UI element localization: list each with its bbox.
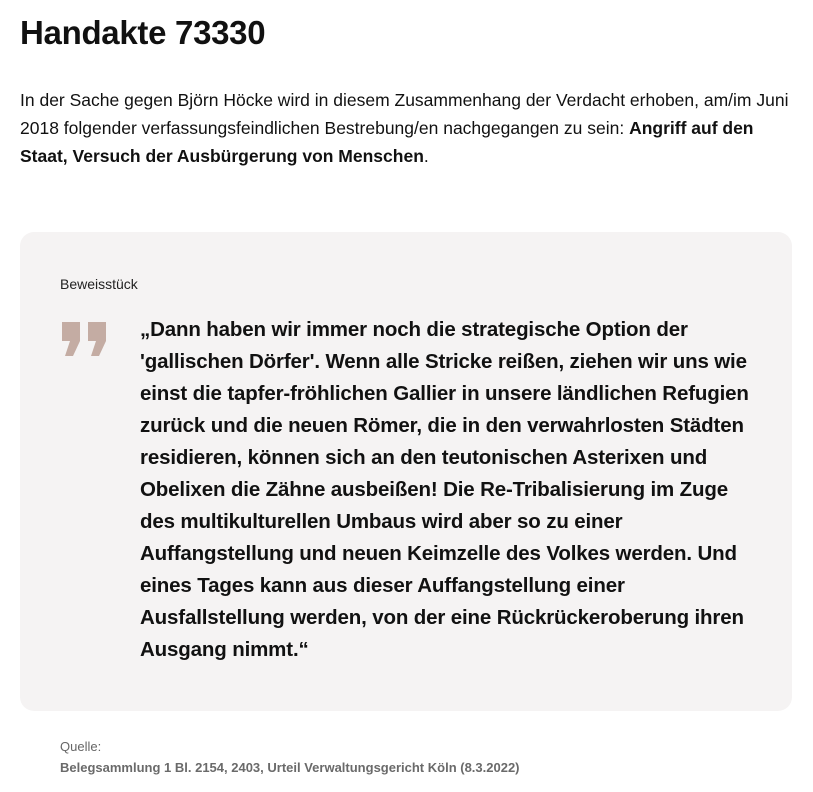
source-label: Quelle:: [60, 739, 102, 754]
evidence-quote: „Dann haben wir immer noch die strategische Option der 'gallischen Dörfer'. Wenn alle Stricke reißen, ziehen wir uns wie einst die tapfer-fröhlichen Gallier in unsere ländlichen Refugien zurück und die neuen Römer, die in den verwahrlosten Städten residieren, können sich an den teutonischen Asterixen und Obelixen die Zähne ausbeißen! Die Re-Tribalisierung im Zuge des multikulturellen Umbaus wird aber so zu einer Auffangstellung und neuen Keimzelle des Volkes werden. Und eines Tages kann aus dieser Auffangstellung einer Ausfallstellung werden, von der eine Rückrückeroberung ihren Ausgang nimmt.“: [140, 318, 749, 661]
intro-text: In der Sache gegen Björn Höcke wird in diesem Zusammenhang der Verdacht erhoben, am/im Juni 2018 folgender verfassungsfeindlichen Bestrebung/en nachgegangen zu sein:: [20, 90, 789, 138]
quote-mark-icon: [60, 322, 110, 356]
source-citation: Belegsammlung 1 Bl. 2154, 2403, Urteil Verwaltungsgericht Köln (8.3.2022): [60, 760, 520, 775]
intro-paragraph: [20, 86, 790, 170]
evidence-card: [20, 232, 792, 711]
intro-accusation: Angriff auf den Staat, Versuch der Ausbürgerung von Menschen: [20, 118, 754, 166]
source-block: [60, 736, 520, 778]
page-title: Handakte 73330: [20, 14, 266, 51]
intro-end: .: [423, 146, 429, 166]
evidence-label: Beweisstück: [60, 276, 138, 292]
